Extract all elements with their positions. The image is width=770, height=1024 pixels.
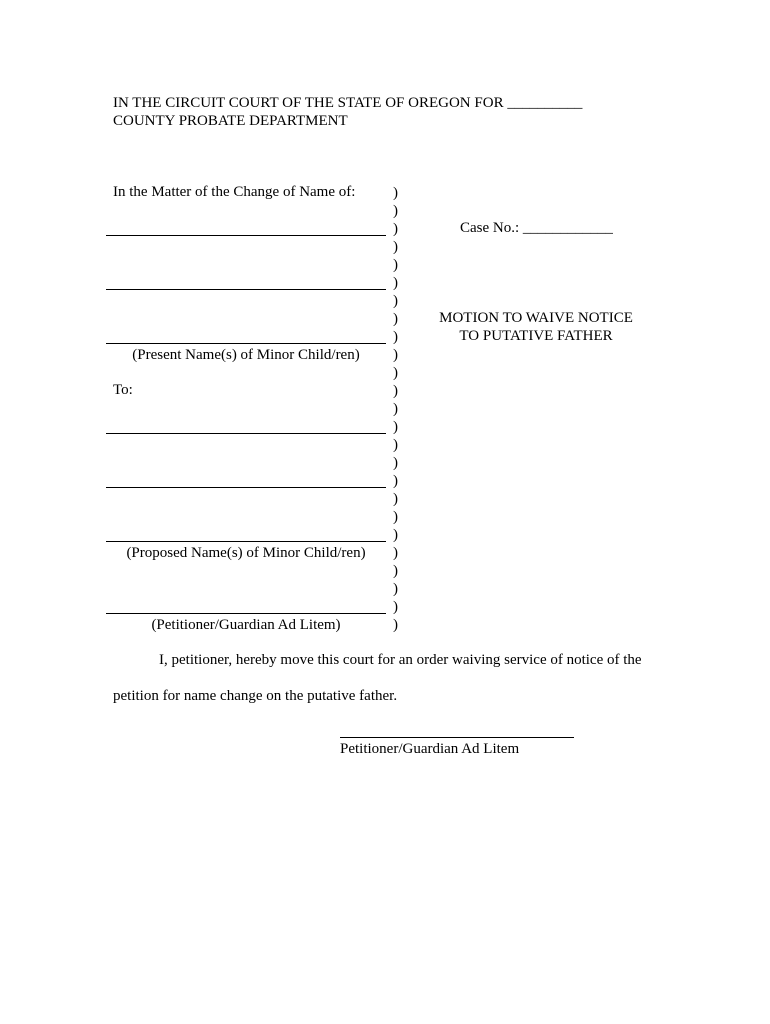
motion-paragraph-line1: I, petitioner, hereby move this court for an order waiving service of notice of the	[159, 652, 642, 668]
present-name-line-3	[106, 343, 386, 344]
court-header-line2: COUNTY PROBATE DEPARTMENT	[113, 113, 348, 129]
proposed-name-line-3	[106, 541, 386, 542]
present-names-label: (Present Name(s) of Minor Child/ren)	[132, 347, 360, 363]
caption-paren: )	[393, 329, 398, 345]
present-name-line-1	[106, 235, 386, 236]
caption-paren: )	[393, 581, 398, 597]
proposed-name-line-1	[106, 433, 386, 434]
caption-paren: )	[393, 347, 398, 363]
document-title-line2: TO PUTATIVE FATHER	[459, 328, 613, 344]
caption-paren: )	[393, 599, 398, 615]
signature-line	[340, 737, 574, 738]
petitioner-label: (Petitioner/Guardian Ad Litem)	[151, 617, 341, 633]
caption-paren: )	[393, 275, 398, 291]
caption-paren: )	[393, 203, 398, 219]
caption-paren: )	[393, 473, 398, 489]
caption-paren: )	[393, 509, 398, 525]
caption-paren: )	[393, 491, 398, 507]
caption-paren: )	[393, 455, 398, 471]
caption-paren: )	[393, 437, 398, 453]
signature-label: Petitioner/Guardian Ad Litem	[340, 741, 520, 757]
to-label: To:	[113, 382, 133, 398]
court-header-line1: IN THE CIRCUIT COURT OF THE STATE OF OREGON FOR __________	[113, 95, 583, 111]
caption-paren: )	[393, 221, 398, 237]
matter-label: In the Matter of the Change of Name of:	[113, 184, 356, 200]
caption-paren: )	[393, 383, 398, 399]
proposed-name-line-2	[106, 487, 386, 488]
caption-paren: )	[393, 311, 398, 327]
petitioner-line	[106, 613, 386, 614]
proposed-names-label: (Proposed Name(s) of Minor Child/ren)	[126, 545, 366, 561]
motion-paragraph-line2: petition for name change on the putative father.	[113, 688, 398, 704]
caption-paren: )	[393, 563, 398, 579]
caption-paren: )	[393, 419, 398, 435]
case-number: Case No.: ____________	[460, 220, 613, 236]
caption-paren: )	[393, 527, 398, 543]
caption-paren: )	[393, 293, 398, 309]
caption-paren: )	[393, 545, 398, 561]
caption-paren: )	[393, 239, 398, 255]
caption-paren: )	[393, 185, 398, 201]
caption-paren: )	[393, 365, 398, 381]
caption-paren: )	[393, 617, 398, 633]
present-name-line-2	[106, 289, 386, 290]
caption-paren: )	[393, 257, 398, 273]
caption-paren: )	[393, 401, 398, 417]
document-title-line1: MOTION TO WAIVE NOTICE	[439, 310, 633, 326]
